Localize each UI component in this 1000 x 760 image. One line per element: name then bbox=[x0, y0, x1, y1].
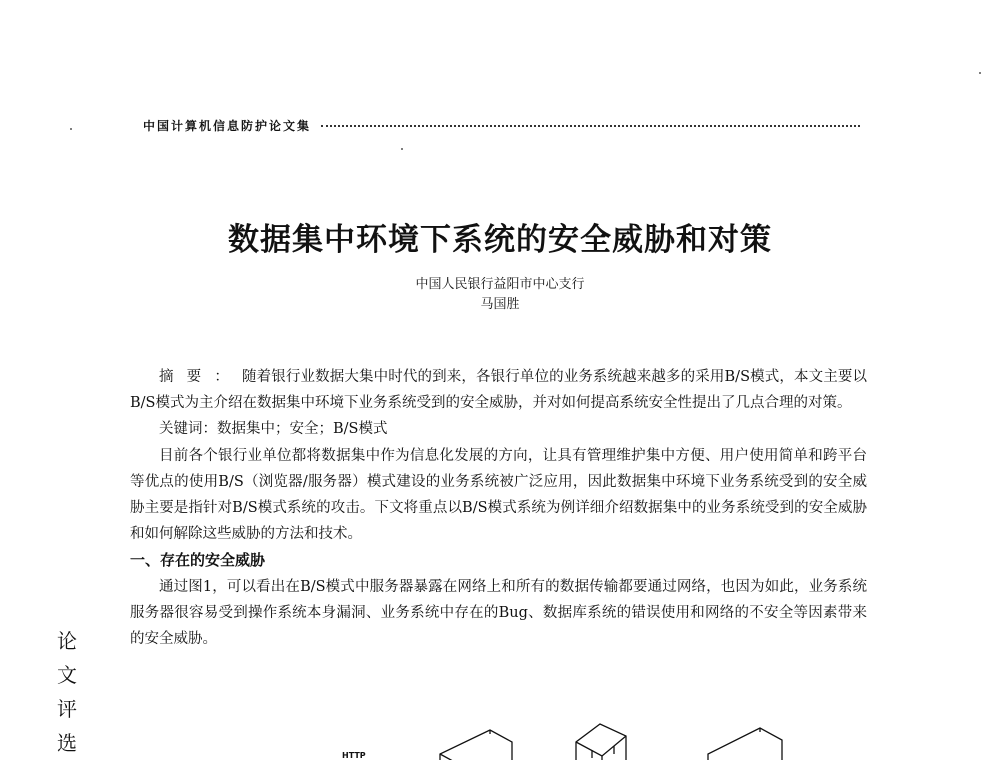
scan-speck bbox=[401, 148, 403, 150]
scan-speck bbox=[70, 128, 72, 130]
side-category-label bbox=[55, 624, 79, 760]
section-heading: 一、存在的安全威胁 bbox=[130, 551, 266, 570]
abstract-paragraph bbox=[130, 364, 867, 416]
keywords-label: 关键词： bbox=[159, 421, 217, 438]
side-char: 选 bbox=[57, 731, 77, 755]
scan-speck bbox=[979, 72, 981, 74]
server-box-icon bbox=[576, 724, 626, 760]
side-char: 评 bbox=[57, 697, 77, 721]
journal-title: 中国计算机信息防护论文集 bbox=[143, 118, 312, 133]
database-box-icon bbox=[708, 728, 782, 760]
side-char: 论 bbox=[57, 629, 77, 653]
header-dotted-rule bbox=[321, 125, 860, 127]
author-affiliation: 中国人民银行益阳市中心支行 bbox=[415, 277, 585, 292]
paper-title: 数据集中环境下系统的安全威胁和对策 bbox=[228, 222, 772, 258]
abstract-label: 摘要： bbox=[159, 369, 243, 385]
client-box-icon bbox=[440, 730, 512, 760]
figure-1-partial bbox=[330, 716, 800, 760]
author-name: 马国胜 bbox=[480, 297, 520, 312]
intro-paragraph: 目前各个银行业单位都将数据集中作为信息化发展的方向，让具有管理维护集中方便、用户使用简单和跨平台等优点的使用B/S（浏览器/服务器）模式建设的业务系统被广泛应用，因此数据集中环境下业务系统受到的安全威胁主要是指针对B/S模式系统的攻击。下文将重点以B/S模式系统为例详细介绍数据集中的业务系统受到的安全威胁和如何解除这些威胁的方法和技术。 bbox=[130, 447, 867, 543]
keywords-line bbox=[130, 416, 867, 442]
article-body bbox=[130, 364, 867, 652]
running-header bbox=[143, 115, 860, 135]
keywords-text: 数据集中；安全；B/S模式 bbox=[217, 421, 388, 438]
side-char: 文 bbox=[57, 663, 77, 687]
http-label: HTTP bbox=[342, 751, 366, 760]
section-paragraph: 通过图1，可以看出在B/S模式中服务器暴露在网络上和所有的数据传输都要通过网络，也因为如此，业务系统服务器很容易受到操作系统本身漏洞、业务系统中存在的Bug、数据库系统的错误使用和网络的不安全等因素带来的安全威胁。 bbox=[130, 578, 867, 648]
abstract-text: 随着银行业数据大集中时代的到来，各银行单位的业务系统越来越多的采用B/S模式，本文主要以B/S模式为主介绍在数据集中环境下业务系统受到的安全威胁，并对如何提高系统安全性提出了几点合理的对策。 bbox=[130, 369, 867, 412]
